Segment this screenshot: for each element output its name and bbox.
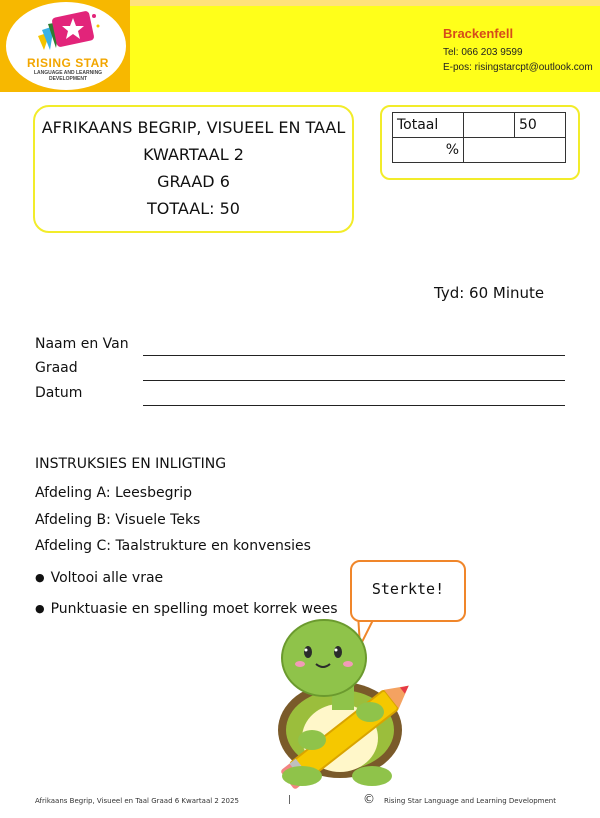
score-row-total [393,113,566,138]
grade-label: Graad [35,360,78,376]
section-c: Afdeling C: Taalstrukture en konvensies [35,538,311,554]
time-label: Tyd: 60 Minute [434,284,545,302]
footer-separator: | [288,795,292,805]
turtle-illustration [262,600,442,790]
total-label: Totaal [393,113,464,138]
date-field[interactable] [143,405,565,406]
percent-label: % [393,138,464,163]
title-box [33,105,354,233]
star-icon [28,6,104,58]
date-label: Datum [35,385,83,401]
bullet-punctuation: ● Punktuasie en spelling moet korrek wees [35,601,338,617]
score-row-percent [393,138,566,163]
contact-info [443,26,593,75]
score-table [392,112,566,163]
section-a: Afdeling A: Leesbegrip [35,485,192,501]
logo-title: RISING STAR [27,56,109,70]
grade-field[interactable] [143,380,565,381]
copyright-icon: © [363,792,375,806]
contact-city: Brackenfell [443,26,514,41]
contact-phone: Tel: 066 203 9599 [443,47,523,58]
total-score-cell[interactable] [464,113,515,138]
footer-left: Afrikaans Begrip, Visueel en Taal Graad 6 Kwartaal 2 2025 [35,797,239,805]
name-field[interactable] [143,355,565,356]
speech-bubble-text: Sterkte! [371,580,445,598]
title-total: TOTAAL: 50 [147,199,240,218]
total-max: 50 [515,113,566,138]
instructions-title: INSTRUKSIES EN INLIGTING [35,456,227,472]
contact-email: E-pos: risingstarcpt@outlook.com [443,62,593,73]
footer-right: Rising Star Language and Learning Development [384,797,556,805]
logo-subtitle: LANGUAGE AND LEARNING DEVELOPMENT [33,70,103,82]
title-subject: AFRIKAANS BEGRIP, VISUEEL EN TAAL [41,118,346,137]
title-grade: GRAAD 6 [157,172,230,191]
percent-cell[interactable] [464,138,566,163]
rising-star-logo [6,2,126,90]
name-label: Naam en Van [35,336,129,352]
bullet-complete-all: ● Voltooi alle vrae [35,570,163,586]
header-top-strip [130,0,600,6]
title-term: KWARTAAL 2 [143,145,244,164]
section-b: Afdeling B: Visuele Teks [35,512,201,528]
